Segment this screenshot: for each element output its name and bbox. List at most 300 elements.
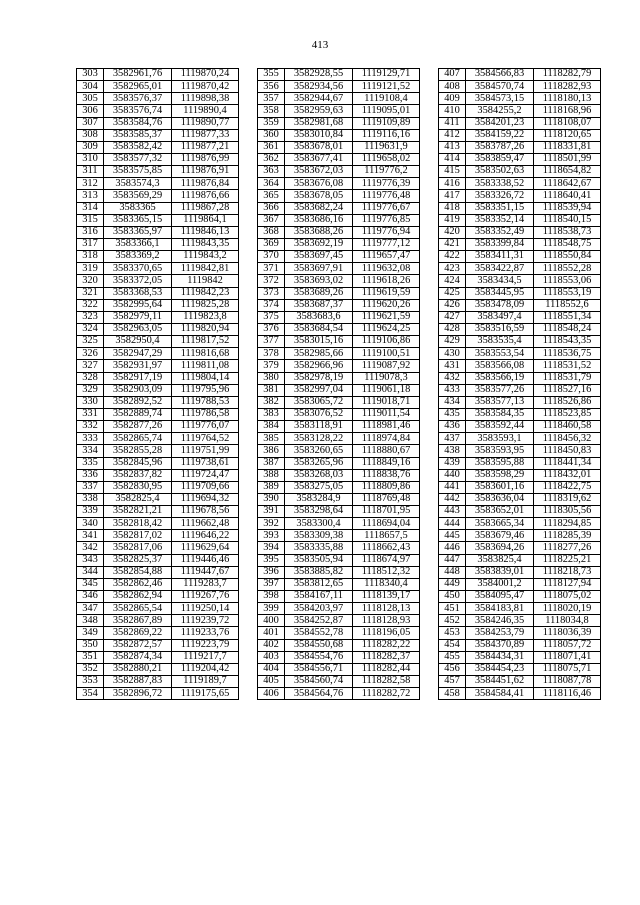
x-coordinate-cell: 3583692,19 <box>285 238 353 250</box>
y-coordinate-cell: 1119106,86 <box>353 336 420 348</box>
point-number-cell: 415 <box>439 166 466 178</box>
y-coordinate-cell: 1119618,26 <box>353 275 420 287</box>
table-row <box>77 554 239 566</box>
x-coordinate-cell: 3582830,95 <box>104 481 172 493</box>
x-coordinate-cell: 3583693,02 <box>285 275 353 287</box>
y-coordinate-cell: 1119786,58 <box>172 408 239 420</box>
x-coordinate-cell: 3583697,91 <box>285 263 353 275</box>
x-coordinate-cell: 3583697,45 <box>285 251 353 263</box>
x-coordinate-cell: 3583118,91 <box>285 421 353 433</box>
y-coordinate-cell: 1119621,59 <box>353 311 420 323</box>
point-number-cell: 314 <box>77 202 104 214</box>
table-row <box>439 153 601 165</box>
table-row <box>439 129 601 141</box>
point-number-cell: 433 <box>439 384 466 396</box>
x-coordinate-cell: 3583592,44 <box>466 421 534 433</box>
table-row <box>439 518 601 530</box>
table-row <box>258 360 420 372</box>
point-number-cell: 361 <box>258 141 285 153</box>
point-number-cell: 341 <box>77 530 104 542</box>
y-coordinate-cell: 1119890,77 <box>172 117 239 129</box>
y-coordinate-cell: 1118809,86 <box>353 481 420 493</box>
x-coordinate-cell: 3583015,16 <box>285 336 353 348</box>
point-number-cell: 432 <box>439 372 466 384</box>
point-number-cell: 438 <box>439 445 466 457</box>
table-row <box>439 214 601 226</box>
point-number-cell: 372 <box>258 275 285 287</box>
y-coordinate-cell: 1118128,93 <box>353 615 420 627</box>
point-number-cell: 311 <box>77 166 104 178</box>
x-coordinate-cell: 3584556,71 <box>285 663 353 675</box>
point-number-cell: 335 <box>77 457 104 469</box>
point-number-cell: 440 <box>439 469 466 481</box>
table-row <box>439 323 601 335</box>
point-number-cell: 385 <box>258 433 285 445</box>
point-number-cell: 398 <box>258 591 285 603</box>
y-coordinate-cell: 1118460,58 <box>534 421 601 433</box>
table-row <box>77 166 239 178</box>
x-coordinate-cell: 3583689,26 <box>285 287 353 299</box>
x-coordinate-cell: 3583598,29 <box>466 469 534 481</box>
x-coordinate-cell: 3583505,94 <box>285 554 353 566</box>
y-coordinate-cell: 1118456,32 <box>534 433 601 445</box>
y-coordinate-cell: 1119867,28 <box>172 202 239 214</box>
point-number-cell: 313 <box>77 190 104 202</box>
y-coordinate-cell: 1118552,6 <box>534 299 601 311</box>
table-row <box>77 348 239 360</box>
x-coordinate-cell: 3584564,76 <box>285 688 353 700</box>
page-number: 413 <box>311 39 329 51</box>
point-number-cell: 443 <box>439 506 466 518</box>
table-row <box>439 275 601 287</box>
point-number-cell: 366 <box>258 202 285 214</box>
point-number-cell: 331 <box>77 408 104 420</box>
point-number-cell: 330 <box>77 396 104 408</box>
table-row <box>77 615 239 627</box>
x-coordinate-cell: 3583298,64 <box>285 506 353 518</box>
x-coordinate-cell: 3582874,34 <box>104 651 172 663</box>
x-coordinate-cell: 3583352,49 <box>466 226 534 238</box>
y-coordinate-cell: 1119619,59 <box>353 287 420 299</box>
point-number-cell: 348 <box>77 615 104 627</box>
table-row <box>439 651 601 663</box>
x-coordinate-cell: 3583684,54 <box>285 323 353 335</box>
table-row <box>258 348 420 360</box>
y-coordinate-cell: 1118701,95 <box>353 506 420 518</box>
x-coordinate-cell: 3583445,95 <box>466 287 534 299</box>
table-row <box>258 202 420 214</box>
y-coordinate-cell: 1118553,06 <box>534 275 601 287</box>
table-row <box>77 372 239 384</box>
table-row <box>77 530 239 542</box>
y-coordinate-cell: 1118034,8 <box>534 615 601 627</box>
y-coordinate-cell: 1118422,75 <box>534 481 601 493</box>
x-coordinate-cell: 3583352,14 <box>466 214 534 226</box>
y-coordinate-cell: 1119776,07 <box>172 421 239 433</box>
table-row <box>77 190 239 202</box>
y-coordinate-cell: 1118282,93 <box>534 81 601 93</box>
point-number-cell: 319 <box>77 263 104 275</box>
x-coordinate-cell: 3583679,46 <box>466 530 534 542</box>
point-number-cell: 407 <box>439 69 466 81</box>
x-coordinate-cell: 3582963,05 <box>104 323 172 335</box>
point-number-cell: 344 <box>77 566 104 578</box>
point-number-cell: 369 <box>258 238 285 250</box>
x-coordinate-cell: 3582877,26 <box>104 421 172 433</box>
y-coordinate-cell: 1119646,22 <box>172 530 239 542</box>
y-coordinate-cell: 1119632,08 <box>353 263 420 275</box>
table-row <box>439 639 601 651</box>
point-number-cell: 345 <box>77 578 104 590</box>
point-number-cell: 310 <box>77 153 104 165</box>
point-number-cell: 349 <box>77 627 104 639</box>
table-row <box>77 566 239 578</box>
table-row <box>77 445 239 457</box>
point-number-cell: 355 <box>258 69 285 81</box>
point-number-cell: 454 <box>439 639 466 651</box>
x-coordinate-cell: 3583422,87 <box>466 263 534 275</box>
table-row <box>258 433 420 445</box>
x-coordinate-cell: 3583411,31 <box>466 251 534 263</box>
point-number-cell: 414 <box>439 153 466 165</box>
table-row <box>439 360 601 372</box>
point-number-cell: 306 <box>77 105 104 117</box>
table-row <box>77 639 239 651</box>
y-coordinate-cell: 1118523,85 <box>534 408 601 420</box>
x-coordinate-cell: 3583516,59 <box>466 323 534 335</box>
y-coordinate-cell: 1118849,16 <box>353 457 420 469</box>
table-row <box>77 129 239 141</box>
x-coordinate-cell: 3584203,97 <box>285 603 353 615</box>
y-coordinate-cell: 1119217,7 <box>172 651 239 663</box>
table-row <box>258 238 420 250</box>
y-coordinate-cell: 1118694,04 <box>353 518 420 530</box>
point-number-cell: 455 <box>439 651 466 663</box>
table-row <box>258 469 420 481</box>
table-row <box>77 287 239 299</box>
point-number-cell: 359 <box>258 117 285 129</box>
table-row <box>77 238 239 250</box>
point-number-cell: 322 <box>77 299 104 311</box>
table-row <box>439 299 601 311</box>
table-row <box>439 591 601 603</box>
point-number-cell: 375 <box>258 311 285 323</box>
y-coordinate-cell: 1119788,53 <box>172 396 239 408</box>
table-row <box>439 542 601 554</box>
table-row <box>77 336 239 348</box>
point-number-cell: 389 <box>258 481 285 493</box>
table-row <box>258 323 420 335</box>
table-row <box>258 493 420 505</box>
x-coordinate-cell: 3583300,4 <box>285 518 353 530</box>
table-row <box>439 105 601 117</box>
y-coordinate-cell: 1118108,07 <box>534 117 601 129</box>
point-number-cell: 358 <box>258 105 285 117</box>
x-coordinate-cell: 3584095,47 <box>466 591 534 603</box>
point-number-cell: 437 <box>439 433 466 445</box>
point-number-cell: 356 <box>258 81 285 93</box>
y-coordinate-cell: 1119842,23 <box>172 287 239 299</box>
y-coordinate-cell: 1119724,47 <box>172 469 239 481</box>
x-coordinate-cell: 3582995,64 <box>104 299 172 311</box>
y-coordinate-cell: 1118282,58 <box>353 676 420 688</box>
x-coordinate-cell: 3584552,78 <box>285 627 353 639</box>
x-coordinate-cell: 3583576,74 <box>104 105 172 117</box>
table-row <box>77 214 239 226</box>
y-coordinate-cell: 1119239,72 <box>172 615 239 627</box>
table-row <box>77 421 239 433</box>
point-number-cell: 393 <box>258 530 285 542</box>
table-row <box>77 251 239 263</box>
table-row <box>77 408 239 420</box>
y-coordinate-cell: 1118036,39 <box>534 627 601 639</box>
y-coordinate-cell: 1119843,35 <box>172 238 239 250</box>
point-number-cell: 304 <box>77 81 104 93</box>
table-row <box>258 336 420 348</box>
point-number-cell: 396 <box>258 566 285 578</box>
y-coordinate-cell: 1118196,05 <box>353 627 420 639</box>
point-number-cell: 382 <box>258 396 285 408</box>
point-number-cell: 411 <box>439 117 466 129</box>
y-coordinate-cell: 1119662,48 <box>172 518 239 530</box>
point-number-cell: 326 <box>77 348 104 360</box>
x-coordinate-cell: 3584167,11 <box>285 591 353 603</box>
table-row <box>258 226 420 238</box>
x-coordinate-cell: 3583678,01 <box>285 141 353 153</box>
table-row <box>439 493 601 505</box>
x-coordinate-cell: 3582944,67 <box>285 93 353 105</box>
y-coordinate-cell: 1118539,94 <box>534 202 601 214</box>
y-coordinate-cell: 1118071,41 <box>534 651 601 663</box>
x-coordinate-cell: 3583335,88 <box>285 542 353 554</box>
y-coordinate-cell: 1118218,73 <box>534 566 601 578</box>
y-coordinate-cell: 1119870,24 <box>172 69 239 81</box>
x-coordinate-cell: 3583601,16 <box>466 481 534 493</box>
x-coordinate-cell: 3583434,5 <box>466 275 534 287</box>
table-row <box>258 506 420 518</box>
x-coordinate-cell: 3582896,72 <box>104 688 172 700</box>
point-number-cell: 387 <box>258 457 285 469</box>
point-number-cell: 421 <box>439 238 466 250</box>
point-number-cell: 448 <box>439 566 466 578</box>
x-coordinate-cell: 3583553,54 <box>466 348 534 360</box>
point-number-cell: 425 <box>439 287 466 299</box>
x-coordinate-cell: 3582865,74 <box>104 433 172 445</box>
table-row <box>258 481 420 493</box>
point-number-cell: 391 <box>258 506 285 518</box>
table-row <box>77 542 239 554</box>
table-row <box>258 688 420 700</box>
table-row <box>258 627 420 639</box>
y-coordinate-cell: 1119843,2 <box>172 251 239 263</box>
y-coordinate-cell: 1118531,52 <box>534 360 601 372</box>
table-row <box>77 81 239 93</box>
point-number-cell: 430 <box>439 348 466 360</box>
x-coordinate-cell: 3582931,97 <box>104 360 172 372</box>
point-number-cell: 395 <box>258 554 285 566</box>
x-coordinate-cell: 3583478,09 <box>466 299 534 311</box>
x-coordinate-cell: 3583502,63 <box>466 166 534 178</box>
table-row <box>77 518 239 530</box>
y-coordinate-cell: 1119876,84 <box>172 178 239 190</box>
table-row <box>77 591 239 603</box>
y-coordinate-cell: 1118075,71 <box>534 663 601 675</box>
table-row <box>77 93 239 105</box>
y-coordinate-cell: 1119795,96 <box>172 384 239 396</box>
point-number-cell: 400 <box>258 615 285 627</box>
x-coordinate-cell: 3584554,76 <box>285 651 353 663</box>
table-row <box>258 518 420 530</box>
y-coordinate-cell: 1118548,75 <box>534 238 601 250</box>
point-number-cell: 307 <box>77 117 104 129</box>
x-coordinate-cell: 3583686,16 <box>285 214 353 226</box>
point-number-cell: 347 <box>77 603 104 615</box>
x-coordinate-cell: 3583682,24 <box>285 202 353 214</box>
point-number-cell: 320 <box>77 275 104 287</box>
x-coordinate-cell: 3582903,09 <box>104 384 172 396</box>
table-row <box>439 663 601 675</box>
y-coordinate-cell: 1119776,85 <box>353 214 420 226</box>
table-row <box>258 591 420 603</box>
table-row <box>77 457 239 469</box>
x-coordinate-cell: 3583584,35 <box>466 408 534 420</box>
point-number-cell: 453 <box>439 627 466 639</box>
point-number-cell: 458 <box>439 688 466 700</box>
point-number-cell: 305 <box>77 93 104 105</box>
point-number-cell: 428 <box>439 323 466 335</box>
point-number-cell: 413 <box>439 141 466 153</box>
table-row <box>258 384 420 396</box>
x-coordinate-cell: 3584434,31 <box>466 651 534 663</box>
y-coordinate-cell: 1118548,24 <box>534 323 601 335</box>
table-row <box>439 117 601 129</box>
y-coordinate-cell: 1119116,16 <box>353 129 420 141</box>
point-number-cell: 434 <box>439 396 466 408</box>
table-row <box>77 226 239 238</box>
y-coordinate-cell: 1119876,91 <box>172 166 239 178</box>
y-coordinate-cell: 1119846,13 <box>172 226 239 238</box>
point-number-cell: 351 <box>77 651 104 663</box>
y-coordinate-cell: 1119738,61 <box>172 457 239 469</box>
x-coordinate-cell: 3583370,65 <box>104 263 172 275</box>
y-coordinate-cell: 1119877,33 <box>172 129 239 141</box>
x-coordinate-cell: 3583859,47 <box>466 153 534 165</box>
point-number-cell: 373 <box>258 287 285 299</box>
point-number-cell: 342 <box>77 542 104 554</box>
table-row <box>258 530 420 542</box>
y-coordinate-cell: 1119620,26 <box>353 299 420 311</box>
y-coordinate-cell: 1119898,38 <box>172 93 239 105</box>
x-coordinate-cell: 3583593,1 <box>466 433 534 445</box>
y-coordinate-cell: 1119876,66 <box>172 190 239 202</box>
table-row <box>258 287 420 299</box>
x-coordinate-cell: 3583566,19 <box>466 372 534 384</box>
table-row <box>258 445 420 457</box>
y-coordinate-cell: 1119267,76 <box>172 591 239 603</box>
table-row <box>439 336 601 348</box>
y-coordinate-cell: 1118282,44 <box>353 663 420 675</box>
x-coordinate-cell: 3582981,68 <box>285 117 353 129</box>
point-number-cell: 312 <box>77 178 104 190</box>
table-row <box>439 384 601 396</box>
x-coordinate-cell: 3582818,42 <box>104 518 172 530</box>
table-row <box>439 93 601 105</box>
table-row <box>77 323 239 335</box>
point-number-cell: 397 <box>258 578 285 590</box>
point-number-cell: 418 <box>439 202 466 214</box>
x-coordinate-cell: 3583351,15 <box>466 202 534 214</box>
y-coordinate-cell: 1119777,12 <box>353 238 420 250</box>
point-number-cell: 399 <box>258 603 285 615</box>
y-coordinate-cell: 1119820,94 <box>172 323 239 335</box>
y-coordinate-cell: 1119776,2 <box>353 166 420 178</box>
y-coordinate-cell: 1119078,3 <box>353 372 420 384</box>
table-row <box>77 676 239 688</box>
table-row <box>439 202 601 214</box>
table-row <box>439 481 601 493</box>
table-row <box>77 178 239 190</box>
y-coordinate-cell: 1118657,5 <box>353 530 420 542</box>
y-coordinate-cell: 1119061,18 <box>353 384 420 396</box>
y-coordinate-cell: 1119629,64 <box>172 542 239 554</box>
x-coordinate-cell: 3583593,95 <box>466 445 534 457</box>
y-coordinate-cell: 1119811,08 <box>172 360 239 372</box>
y-coordinate-cell: 1119823,8 <box>172 311 239 323</box>
x-coordinate-cell: 3584451,62 <box>466 676 534 688</box>
y-coordinate-cell: 1118974,84 <box>353 433 420 445</box>
y-coordinate-cell: 1119864,1 <box>172 214 239 226</box>
point-number-cell: 303 <box>77 69 104 81</box>
table-row <box>439 457 601 469</box>
y-coordinate-cell: 1118543,35 <box>534 336 601 348</box>
x-coordinate-cell: 3583065,72 <box>285 396 353 408</box>
point-number-cell: 333 <box>77 433 104 445</box>
coordinates-table-2 <box>257 68 420 700</box>
point-number-cell: 394 <box>258 542 285 554</box>
point-number-cell: 367 <box>258 214 285 226</box>
x-coordinate-cell: 3582872,57 <box>104 639 172 651</box>
y-coordinate-cell: 1118654,82 <box>534 166 601 178</box>
x-coordinate-cell: 3584253,79 <box>466 627 534 639</box>
table-row <box>439 469 601 481</box>
table-row <box>258 372 420 384</box>
x-coordinate-cell: 3584159,22 <box>466 129 534 141</box>
point-number-cell: 445 <box>439 530 466 542</box>
point-number-cell: 350 <box>77 639 104 651</box>
table-row <box>439 688 601 700</box>
point-number-cell: 337 <box>77 481 104 493</box>
x-coordinate-cell: 3582825,37 <box>104 554 172 566</box>
x-coordinate-cell: 3583326,72 <box>466 190 534 202</box>
x-coordinate-cell: 3583676,08 <box>285 178 353 190</box>
y-coordinate-cell: 1118305,56 <box>534 506 601 518</box>
table-row <box>258 251 420 263</box>
table-row <box>77 651 239 663</box>
table-row <box>258 542 420 554</box>
table-row <box>439 676 601 688</box>
x-coordinate-cell: 3582817,06 <box>104 542 172 554</box>
table-row <box>77 263 239 275</box>
y-coordinate-cell: 1119658,02 <box>353 153 420 165</box>
point-number-cell: 410 <box>439 105 466 117</box>
point-number-cell: 370 <box>258 251 285 263</box>
point-number-cell: 383 <box>258 408 285 420</box>
point-number-cell: 360 <box>258 129 285 141</box>
y-coordinate-cell: 1119018,71 <box>353 396 420 408</box>
y-coordinate-cell: 1118642,67 <box>534 178 601 190</box>
x-coordinate-cell: 3582978,19 <box>285 372 353 384</box>
point-number-cell: 412 <box>439 129 466 141</box>
